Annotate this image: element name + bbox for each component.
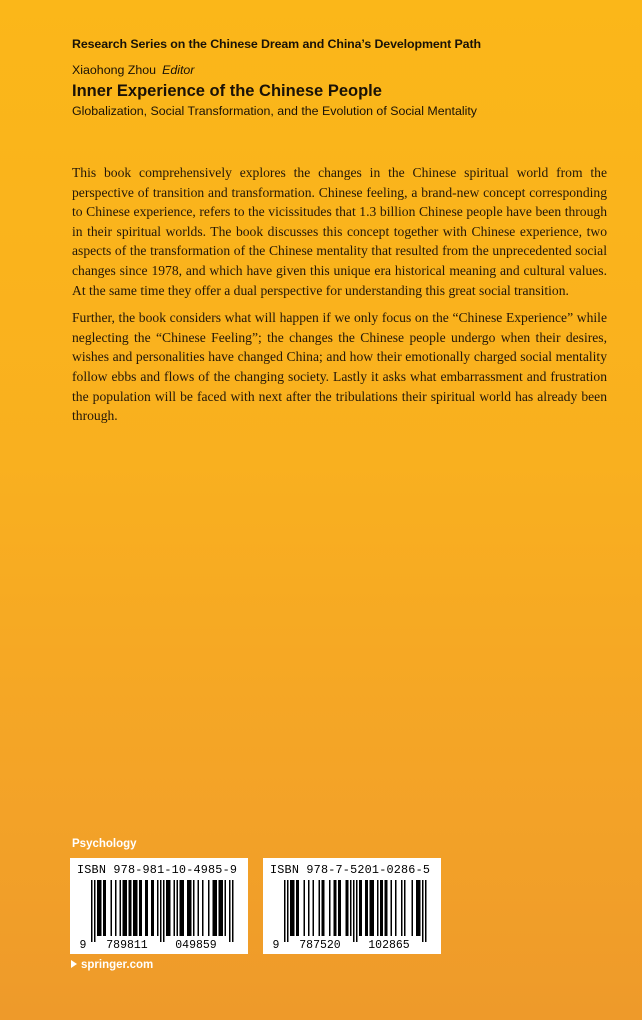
barcode-graphic-1 bbox=[77, 880, 241, 950]
barcode-2-bar bbox=[340, 880, 342, 936]
barcode-2-bar bbox=[425, 880, 427, 942]
barcode-2-bar bbox=[380, 880, 382, 936]
barcode-1-bar bbox=[157, 880, 159, 936]
barcode-1-bar bbox=[141, 880, 143, 936]
barcode-1-bar bbox=[166, 880, 168, 936]
barcode-2-bar bbox=[371, 880, 373, 936]
barcode-2-bar bbox=[284, 880, 286, 942]
barcode-1-bar bbox=[126, 880, 128, 936]
barcode-1-bar bbox=[181, 880, 183, 936]
barcode-2-bar bbox=[350, 880, 352, 936]
barcode-2-bar bbox=[323, 880, 325, 936]
barcode-2-digits: 102865 bbox=[368, 939, 410, 950]
barcode-2-bar bbox=[422, 880, 424, 942]
barcode-1-bar bbox=[139, 880, 141, 936]
editor-name: Xiaohong Zhou bbox=[72, 63, 157, 77]
barcode-2-bar bbox=[404, 880, 406, 936]
barcode-2-bar bbox=[335, 880, 337, 936]
barcode-1-bar bbox=[208, 880, 210, 936]
barcode-2-bar bbox=[334, 880, 336, 936]
publisher-link-text: springer.com bbox=[81, 959, 154, 971]
barcode-1-digits: 789811 bbox=[106, 939, 148, 950]
barcode-1-bar bbox=[168, 880, 170, 936]
barcode-2-bar bbox=[347, 880, 349, 936]
barcode-1-bar bbox=[225, 880, 227, 936]
barcode-1-bar bbox=[187, 880, 189, 936]
barcode-2-bar bbox=[313, 880, 315, 936]
subject-category: Psychology bbox=[72, 838, 137, 850]
blurb-paragraph-2: Further, the book considers what will happen if we only focus on the “Chinese Experience” while neglecting the “Chinese Feeling”; the changes the Chinese people undergo when their desires, wishes and personalities have changed China; and how their emotionally charged social mentality follow ebbs and flows of the changing society. Lastly it asks what embarrassment and frustration the population will be faced with next after the tribulations their spiritual world has already been through. bbox=[72, 310, 607, 424]
barcode-1-bar bbox=[145, 880, 147, 936]
barcode-1-bar bbox=[115, 880, 117, 936]
barcode-2-bar bbox=[298, 880, 300, 936]
barcode-1-bar bbox=[153, 880, 155, 936]
barcode-1-bar bbox=[105, 880, 107, 936]
barcode-1-bar bbox=[133, 880, 135, 936]
barcode-2-bar bbox=[416, 880, 418, 936]
barcode-2-bar bbox=[385, 880, 387, 936]
barcode-1-bar bbox=[232, 880, 234, 942]
barcode-2-bar bbox=[395, 880, 397, 936]
barcode-2-bar bbox=[296, 880, 298, 936]
publisher-link[interactable] bbox=[71, 959, 153, 971]
barcode-2-bar bbox=[412, 880, 414, 936]
barcode-2-bar bbox=[353, 880, 355, 942]
barcode-2-bar bbox=[346, 880, 348, 936]
barcode-1-bar bbox=[99, 880, 101, 936]
barcode-2-bar bbox=[373, 880, 375, 936]
barcode-1-digits: 049859 bbox=[175, 939, 217, 950]
isbn-label-2: ISBN 978-7-5201-0286-5 bbox=[270, 863, 431, 877]
barcode-1-bar bbox=[219, 880, 221, 936]
barcode-1-bar bbox=[229, 880, 231, 942]
barcode-2-bar bbox=[293, 880, 295, 936]
barcode-2-bar bbox=[338, 880, 340, 936]
barcode-1-bar bbox=[174, 880, 176, 936]
book-subtitle: Globalization, Social Transformation, and the Evolution of Social Mentality bbox=[72, 104, 477, 118]
barcode-2-bar bbox=[356, 880, 358, 942]
barcode-2-bar bbox=[319, 880, 321, 936]
arrow-right-icon bbox=[71, 960, 77, 968]
barcode-1-bar bbox=[180, 880, 182, 936]
barcode-1-bar bbox=[222, 880, 224, 936]
isbn-barcode-1 bbox=[70, 858, 248, 954]
barcode-2-bar bbox=[418, 880, 420, 936]
barcode-1-bar bbox=[213, 880, 215, 936]
barcode-2-bar bbox=[329, 880, 331, 936]
book-title: Inner Experience of the Chinese People bbox=[72, 82, 382, 100]
barcode-1-bar bbox=[100, 880, 102, 936]
barcode-1-bar bbox=[169, 880, 171, 936]
isbn-barcode-2 bbox=[263, 858, 441, 954]
barcode-2-bar bbox=[391, 880, 393, 936]
barcode-2-bar bbox=[290, 880, 292, 936]
barcode-graphic-2 bbox=[270, 880, 434, 950]
barcode-1-bar bbox=[214, 880, 216, 936]
cover-header bbox=[72, 34, 612, 120]
barcode-2-bar bbox=[322, 880, 324, 936]
barcode-1-bar bbox=[190, 880, 192, 936]
barcode-2-bar bbox=[370, 880, 372, 936]
barcode-2-bar bbox=[287, 880, 289, 942]
barcode-2-bar bbox=[386, 880, 388, 936]
barcode-1-bar bbox=[216, 880, 218, 936]
barcode-2-bar bbox=[382, 880, 384, 936]
barcode-1-bar bbox=[189, 880, 191, 936]
series-title: Research Series on the Chinese Dream and China’s Development Path bbox=[72, 37, 481, 51]
barcode-2-bar bbox=[308, 880, 310, 936]
barcode-1-bar bbox=[220, 880, 222, 936]
barcode-1-bar bbox=[136, 880, 138, 936]
barcode-1-digits: 9 bbox=[79, 939, 87, 950]
barcode-1-bar bbox=[91, 880, 93, 942]
barcode-1-bar bbox=[163, 880, 165, 942]
barcode-1-bar bbox=[123, 880, 125, 936]
blurb-paragraph-1: This book comprehensively explores the changes in the Chinese spiritual world from the perspective of transition and transformation. Chinese feeling, a brand-new concept corresponding to Chinese experience, refers to the vicissitudes that 1.3 billion Chinese people have been through in their spiritual worlds. The book discusses this concept together with Chinese experience, two aspects of the transformation of the Chinese mentality that resulted from the unprecedented social changes since 1978, and which have given this unique era historical meaning and cultural values. At the same time they offer a dual perspective for understanding this great social transition. bbox=[72, 165, 607, 298]
barcode-1-bar bbox=[120, 880, 122, 936]
barcode-1-bar bbox=[160, 880, 162, 942]
barcode-1-bar bbox=[124, 880, 126, 936]
barcode-2-bar bbox=[292, 880, 294, 936]
editor-line bbox=[72, 62, 612, 78]
barcode-1-bar bbox=[183, 880, 185, 936]
barcode-2-bar bbox=[401, 880, 403, 936]
barcode-1-bar bbox=[135, 880, 137, 936]
barcode-1-bar bbox=[147, 880, 149, 936]
barcode-1-bar bbox=[111, 880, 113, 936]
barcode-2-bar bbox=[365, 880, 367, 936]
barcode-1-bar bbox=[151, 880, 153, 936]
barcode-1-bar bbox=[198, 880, 200, 936]
barcode-2-bar bbox=[361, 880, 363, 936]
barcode-1-bar bbox=[94, 880, 96, 942]
barcode-1-bar bbox=[202, 880, 204, 936]
barcode-2-bar bbox=[419, 880, 421, 936]
barcode-2-bar bbox=[377, 880, 379, 936]
barcode-1-bar bbox=[130, 880, 132, 936]
barcode-2-bar bbox=[367, 880, 369, 936]
editor-role: Editor bbox=[162, 63, 195, 77]
barcode-1-bar bbox=[129, 880, 131, 936]
barcode-1-bar bbox=[177, 880, 179, 936]
barcode-2-digits: 9 bbox=[272, 939, 280, 950]
barcode-1-bar bbox=[97, 880, 99, 936]
barcode-2-bar bbox=[304, 880, 306, 936]
blurb bbox=[72, 163, 607, 434]
barcode-1-bar bbox=[193, 880, 195, 936]
barcode-1-bar bbox=[103, 880, 105, 936]
isbn-label-1: ISBN 978-981-10-4985-9 bbox=[77, 863, 238, 877]
barcode-2-bar bbox=[359, 880, 361, 936]
barcode-2-digits: 787520 bbox=[299, 939, 341, 950]
